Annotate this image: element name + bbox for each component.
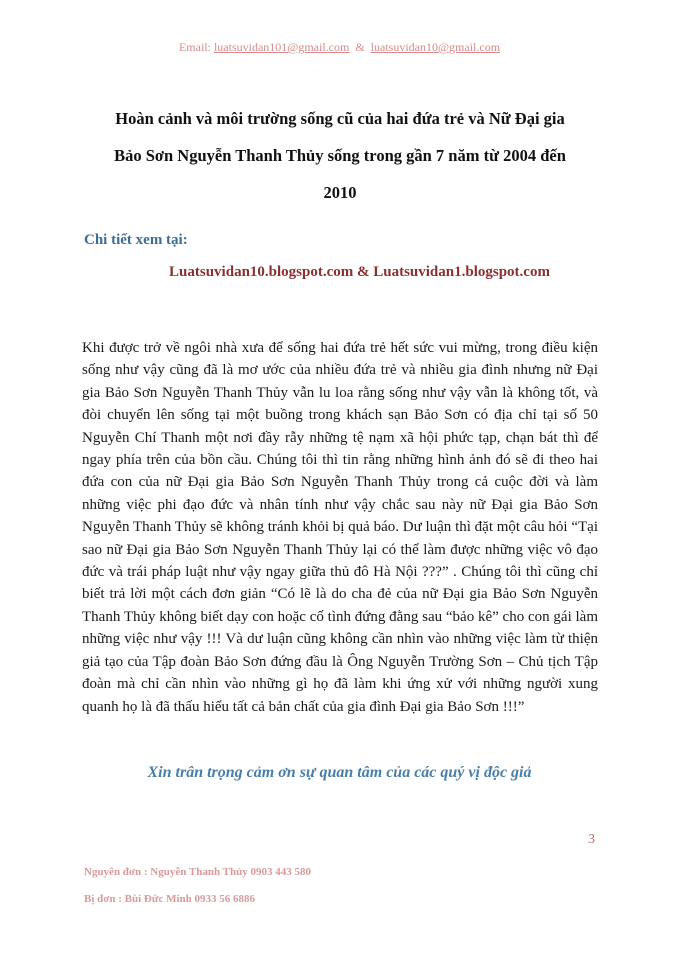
title-line-3: 2010 bbox=[323, 183, 357, 202]
body-paragraph: Khi được trở về ngôi nhà xưa để sống hai đứa trẻ hết sức vui mừng, trong điều kiện sống như vậy cũng đã là mơ ước của nhiều đứa trẻ và nhiều gia đình nhưng nữ Đại gia Bảo Sơn Nguyễn Thanh Thủy vẫn lu loa rằng sống như vậy vẫn là không tốt, và đòi chuyển lên sống tại một buồng trong khách sạn Bảo Sơn có địa chỉ tại số 50 Nguyễn Chí Thanh một nơi đầy rẫy những tệ nạm xã hội phức tạp, chạn bát thì để ngay phía trên của bồn cầu. Chúng tôi thì tin rằng những hình ảnh đó sẽ đi theo hai đứa con của nữ Đại gia Bảo Sơn Nguyễn Thanh Thủy trong cả cuộc đời và làm những việc phi đạo đức và nhân tính như vậy chắc sau này nữ Đại gia Bảo Sơn Nguyễn Thanh Thủy sẽ không tránh khỏi bị quả báo. Dư luận thì đặt một câu hỏi “Tại sao nữ Đại gia Bảo Sơn Nguyễn Thanh Thủy lại có thể làm được những việc vô đạo đức và trái pháp luật như vậy ngay giữa thủ đô Hà Nội ???” . Chúng tôi thì cũng chỉ biết trả lời một cách đơn giản “Có lẽ là do cha đẻ của nữ Đại gia Bảo Sơn Nguyễn Thanh Thủy không biết dạy con hoặc cố tình đứng đằng sau “bảo kê” cho con gái làm những việc như vậy !!! Và dư luận cũng không cần nhìn vào những việc làm từ thiện giả tạo của Tập đoàn Bảo Sơn đứng đầu là Ông Nguyễn Trường Sơn – Chủ tịch Tập đoàn mà chỉ cần nhìn vào những gì họ đã làm khi ứng xử với những người xung quanh họ là đã thấu hiểu tất cả bản chất của gia đình Đại gia Bảo Sơn !!!” bbox=[82, 340, 598, 715]
thanks-note: Xin trân trọng cảm ơn sự quan tâm của các quý vị độc giả bbox=[147, 764, 532, 781]
blog-links: Luatsuvidan10.blogspot.com & Luatsuvidan1.blogspot.com bbox=[169, 264, 550, 280]
email-label: Email: bbox=[178, 40, 211, 54]
footer-defendant: Bị đơn : Bùi Đức Minh 0933 56 6886 bbox=[84, 893, 255, 905]
email-link-2[interactable]: luatsuvidan10@gmail.com bbox=[370, 40, 501, 54]
detail-label: Chi tiết xem tại: bbox=[84, 232, 188, 248]
page-number: 3 bbox=[588, 832, 595, 847]
title-line-1: Hoàn cảnh và môi trường sống cũ của hai đứa trẻ và Nữ Đại gia bbox=[115, 109, 565, 128]
footer-plaintiff: Nguyên đơn : Nguyễn Thanh Thủy 0903 443 580 bbox=[84, 866, 311, 878]
page-header bbox=[0, 40, 679, 55]
document-title bbox=[60, 100, 620, 211]
email-separator: & bbox=[355, 40, 365, 54]
email-link-1[interactable]: luatsuvidan101@gmail.com bbox=[213, 40, 350, 54]
title-line-2: Bảo Sơn Nguyễn Thanh Thủy sống trong gần 7 năm từ 2004 đến bbox=[114, 146, 566, 165]
